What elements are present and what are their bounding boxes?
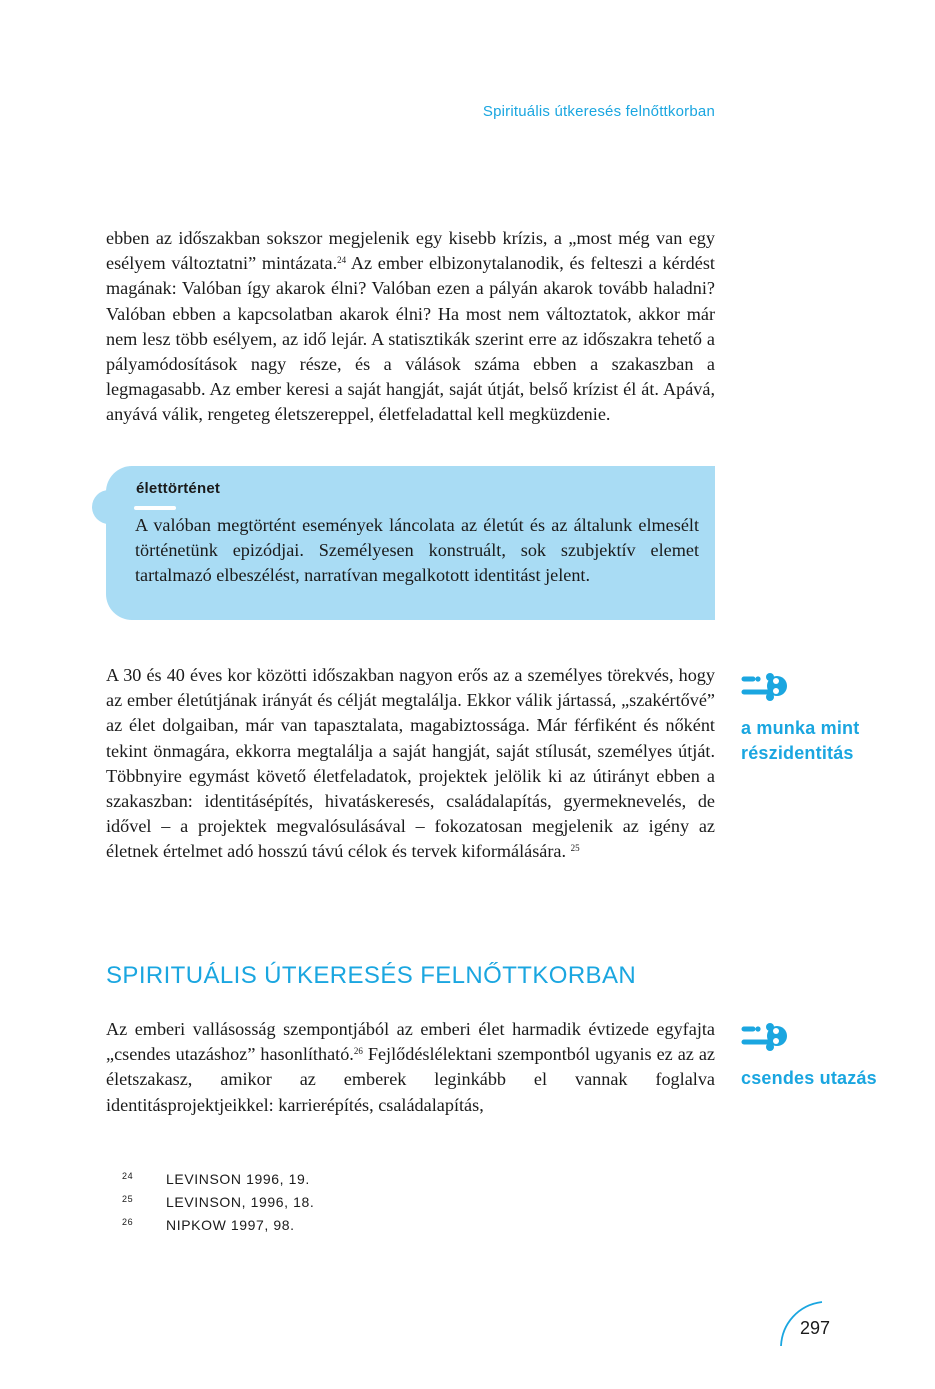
margin-note-work-identity [741, 668, 911, 766]
paragraph-text: Fejlődéslélektani szempontból ugyanis ez az az életszakasz, amikor az emberek leginkább el vannak foglalva identitásprojektjeikkel: karrierépítés, családalapítás, [106, 1044, 715, 1115]
footnote-number: 24 [122, 1171, 134, 1181]
paragraph-text: A 30 és 40 éves kor közötti időszakban nagyon erős az a személyes törekvés, hogy az ember életútjának irányát és célját megtalálja. Ekkor válik jártassá, „szakértővé” az élet dolgaiban, már van tapasztalata, magabiztossága. Már férfiként és nőként tekint önmagára, ekkorra megtalálja a saját hangját, saját stílusát, személyes útját. Többnyire egymást követő életfeladatok, projektek jelölik ki az útirányt ebben a szakaszban: identitásépítés, hivatáskeresés, családalapítás, gyermeknevelés, de idővel – a projektek megvalósulásával – fokozatosan megjelenik az igény az életnek értelmet adó hosszú távú célok és tervek kiformálására. [106, 665, 715, 862]
footnote [122, 1212, 314, 1235]
definition-body: A valóban megtörtént események láncolata az életút és az általunk elmesélt történetünk epizódjai. Személyesen konstruált, sok szubjektív elemet tartalmazó elbeszélést, narratívan megalkotott identitást jelent. [135, 515, 699, 586]
footnote-number: 26 [122, 1217, 134, 1227]
footnotes [122, 1166, 314, 1235]
section-heading: SPIRITUÁLIS ÚTKERESÉS FELNŐTTKORBAN [106, 962, 637, 989]
paragraph-text: ebben az időszakban sokszor megjelenik egy kisebb krízis, a „most még van egy esélyem változtatni” mintázata. [106, 228, 715, 274]
page-number: 297 [800, 1318, 831, 1338]
footnote-reference[interactable]: 25 [570, 843, 580, 854]
footnote-text: LEVINSON, 1996, 18. [166, 1194, 315, 1210]
paragraph-text: Az ember elbizonytalanodik, és felteszi a kérdést magának: Valóban így akarok élni? Valóban ezen a pályán akarok tovább haladni? Valóban ebben a kapcsolatban akarok élni? Ha most nem változtatok, akkor már nem lesz több esélyem, az idő lejár. A statisztikák szerint erre az időszakra tehető a pályamódosítások nagy része, és a válások száma ebben a szakaszban a legmagasabb. Az ember keresi a saját hangját, saját útját, belső krízist él át. Apává, anyává válik, rengeteg életszereppel, életfeladattal kell megküzdenie. [106, 253, 715, 425]
footnote-text: LEVINSON 1996, 19. [166, 1171, 310, 1187]
key-icon [741, 1018, 793, 1056]
footnote [122, 1166, 314, 1189]
footnote-reference[interactable]: 24 [337, 255, 347, 266]
body-paragraph-1 [106, 226, 715, 428]
definition-title: élettörténet [136, 480, 221, 497]
footnote-number: 25 [122, 1194, 134, 1204]
definition-title-underline [134, 506, 176, 510]
key-icon [741, 668, 793, 706]
footnote-reference[interactable]: 26 [353, 1046, 363, 1057]
margin-note-label: csendes utazás [741, 1068, 877, 1088]
paragraph-text: Az emberi vallásosság szempontjából az emberi élet harmadik évtizede egyfajta „csendes utazáshoz” hasonlítható. [106, 1019, 715, 1065]
footnote-text: NIPKOW 1997, 98. [166, 1217, 295, 1233]
margin-note-quiet-journey [741, 1018, 911, 1091]
running-title: Spirituális útkeresés felnőttkorban [482, 103, 715, 120]
body-paragraph-2 [106, 663, 715, 865]
margin-note-label: a munka mint részidentitás [741, 718, 860, 763]
footnote [122, 1189, 314, 1212]
body-paragraph-3 [106, 1017, 715, 1118]
